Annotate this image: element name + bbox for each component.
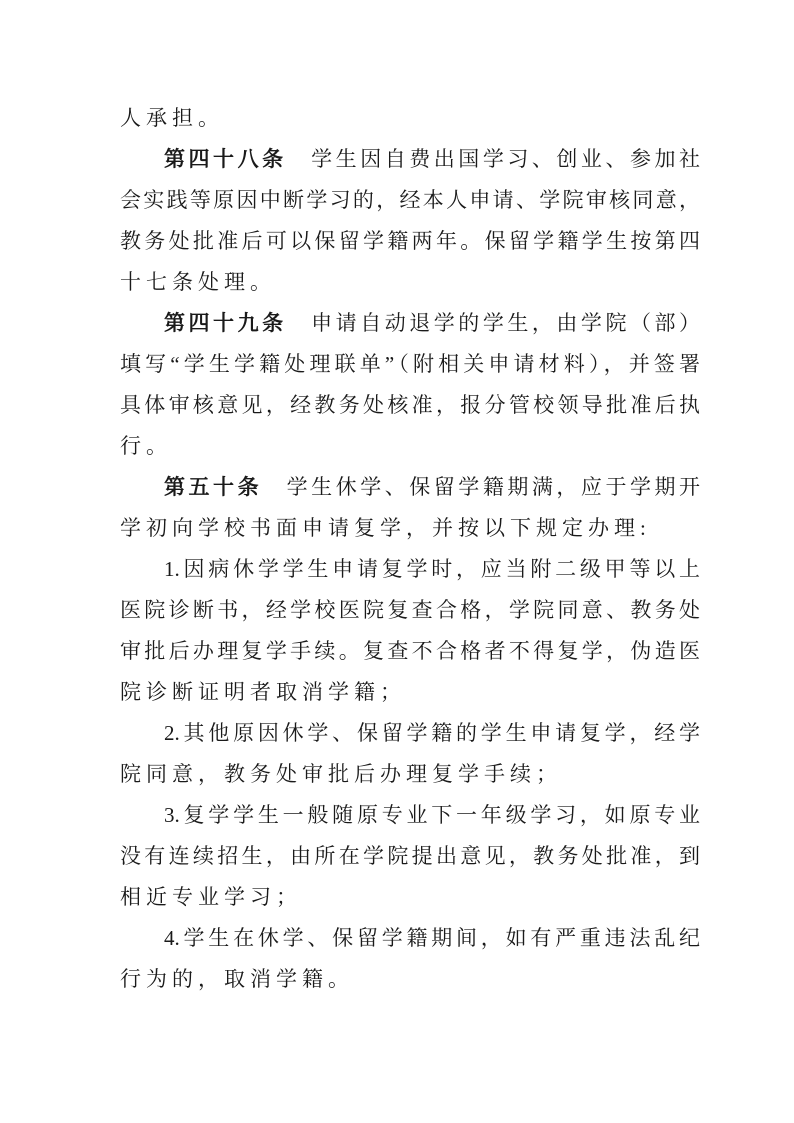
text-line [120, 959, 700, 1000]
text-line [120, 385, 700, 426]
text-line [120, 631, 700, 672]
text-line [120, 795, 700, 836]
line-text: 1.因病休学学生申请复学时，应当附二级甲等以上 [164, 557, 700, 581]
text-line [120, 344, 700, 385]
document-text-block [120, 98, 700, 1000]
text-line [120, 221, 700, 262]
paragraph [120, 98, 700, 139]
text-line [120, 877, 700, 918]
text-line [120, 180, 700, 221]
paragraph [120, 139, 700, 303]
text-line [120, 426, 700, 467]
text-line [120, 754, 700, 795]
article-heading: 第五十条 [164, 475, 263, 499]
text-line [120, 467, 700, 508]
line-text: 审批后办理复学手续。复查不合格者不得复学，伪造医 [120, 639, 700, 663]
paragraph [120, 795, 700, 918]
text-line [120, 672, 700, 713]
article-heading: 第四十八条 [164, 147, 287, 171]
text-line [120, 98, 700, 139]
text-line [120, 139, 700, 180]
line-text: 申请自动退学的学生，由学院（部） [311, 311, 701, 335]
line-text: 院同意，教务处审批后办理复学手续； [120, 762, 562, 786]
line-text: 没有连续招生，由所在学院提出意见，教务处批准，到 [120, 844, 700, 868]
heading-gap [287, 147, 312, 171]
text-line [120, 836, 700, 877]
line-text: 学生休学、保留学籍期满，应于学期开 [286, 475, 701, 499]
line-text: 会实践等原因中断学习的，经本人申请、学院审核同意， [120, 188, 700, 212]
paragraph [120, 549, 700, 713]
line-text: 行。 [120, 434, 172, 458]
line-text: 行为的，取消学籍。 [120, 967, 354, 991]
line-text: 填写“学生学籍处理联单”（附相关申请材料），并签署 [120, 352, 700, 376]
heading-gap [262, 475, 287, 499]
text-line [120, 549, 700, 590]
text-line [120, 508, 700, 549]
paragraph [120, 713, 700, 795]
line-text: 学初向学校书面申请复学，并按以下规定办理: [120, 516, 651, 540]
line-text: 具体审核意见，经教务处核准，报分管校领导批准后执 [120, 393, 700, 417]
line-text: 院诊断证明者取消学籍； [120, 680, 406, 704]
article-heading: 第四十九条 [164, 311, 287, 335]
text-line [120, 918, 700, 959]
line-text: 3.复学学生一般随原专业下一年级学习，如原专业 [164, 803, 700, 827]
paragraph [120, 303, 700, 467]
line-text: 2.其他原因休学、保留学籍的学生申请复学，经学 [164, 721, 700, 745]
line-text: 十七条处理。 [120, 270, 276, 294]
line-text: 学生因自费出国学习、创业、参加社 [311, 147, 701, 171]
line-text: 医院诊断书，经学校医院复查合格，学院同意、教务处 [120, 598, 700, 622]
heading-gap [287, 311, 312, 335]
line-text: 4.学生在休学、保留学籍期间，如有严重违法乱纪 [164, 926, 700, 950]
text-line [120, 262, 700, 303]
paragraph [120, 918, 700, 1000]
text-line [120, 303, 700, 344]
line-text: 人承担。 [120, 106, 224, 130]
text-line [120, 590, 700, 631]
line-text: 教务处批准后可以保留学籍两年。保留学籍学生按第四 [120, 229, 700, 253]
paragraph [120, 467, 700, 549]
text-line [120, 713, 700, 754]
line-text: 相近专业学习； [120, 885, 302, 909]
